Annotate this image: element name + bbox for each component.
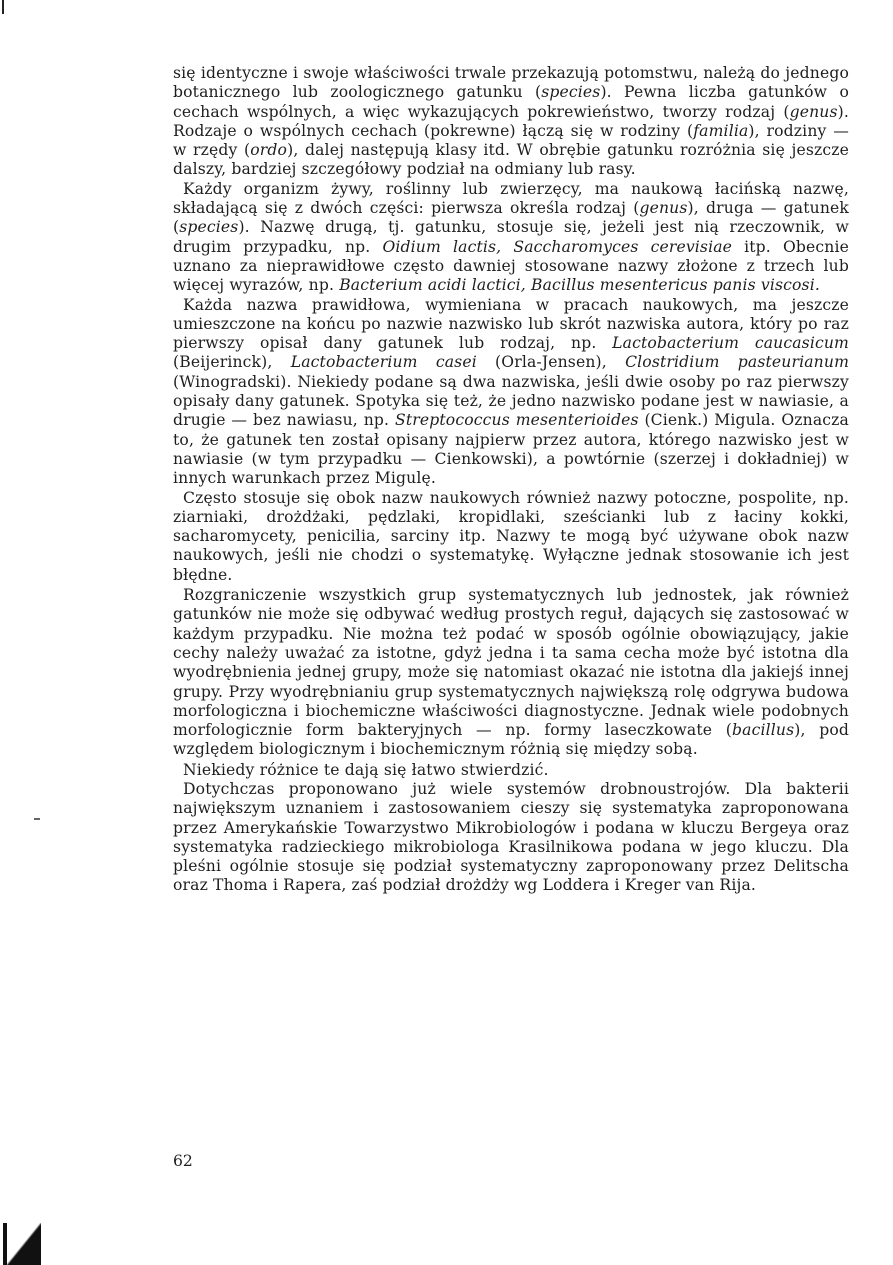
text-run: ), dalej następują klasy itd. W obrębie gatunku rozróżnia się jeszcze dalszy, bardziej szczegółowy podział na odmiany lub rasy.	[173, 141, 849, 179]
text-run: się identyczne i swoje właściwości trwale przekazują potomstwu, należą do jednego botanicznego lub zoologicznego gatunku (	[173, 64, 849, 102]
italic-term: familia	[693, 121, 749, 140]
italic-term: Bacterium acidi lactici, Bacillus mesentericus panis viscosi.	[339, 276, 820, 295]
paragraph	[173, 180, 849, 296]
paragraph	[173, 64, 849, 180]
italic-term: ordo	[250, 141, 288, 160]
paragraph	[173, 761, 849, 780]
text-run: Niekiedy różnice te dają się łatwo stwierdzić.	[183, 760, 549, 779]
paragraph	[173, 296, 849, 489]
italic-term: Clostridium pasteurianum	[625, 353, 850, 372]
italic-term: Streptococcus mesenterioides	[395, 411, 639, 430]
text-run: Każda nazwa prawidłowa, wymieniana w pracach naukowych, ma jeszcze umieszczone na końcu po nazwie nazwisko lub skrót nazwiska autora, który po raz pierwszy opisał dany gatunek lub rodzaj, np.	[173, 295, 849, 353]
body-text	[173, 64, 849, 896]
paragraph	[173, 780, 849, 896]
italic-term: species	[179, 218, 239, 237]
italic-term: Oidium lactis, Saccharomyces cerevisiae	[382, 237, 733, 256]
text-run: ), druga — gatunek (	[173, 199, 849, 237]
text-run: ), pod względem biologicznym i biochemicznym różnią się między sobą.	[173, 721, 849, 759]
paragraph	[173, 489, 849, 585]
text-run: ). Rodzaje o wspólnych cechach (pokrewne) łączą się w rodziny (	[173, 102, 849, 140]
italic-term: genus	[639, 199, 688, 218]
italic-term: genus	[789, 102, 838, 121]
scan-edge-mark	[34, 818, 40, 820]
text-run: (Beijerinck),	[173, 353, 291, 372]
text-run: (Winogradski). Niekiedy podane są dwa nazwiska, jeśli dwie osoby po raz pierwszy opisały dany gatunek. Spotyka się też, że jedno nazwisko podane jest w nawiasie, a drugie — bez nawiasu, np.	[173, 372, 849, 430]
text-run: Często stosuje się obok nazw naukowych również nazwy potoczne, pospolite, np. ziarniaki, drożdżaki, pędzlaki, kropidlaki, sześcianki lub z łaciny kokki, sacharomycety, penicilia, sarciny itp. Nazwy te mogą być używane obok nazw naukowych, jeśli nie chodzi o systematykę. Wyłączne jednak stosowanie ich jest błędne.	[173, 488, 849, 584]
text-run: ), rodziny — w rzędy (	[173, 121, 849, 160]
text-run: ). Pewna liczba gatunków o cechach wspólnych, a więc wykazujących pokrewieństwo, tworzy rodzaj (	[173, 83, 849, 121]
scan-edge-shadow	[3, 1223, 41, 1265]
scan-edge-mark	[2, 0, 4, 14]
italic-term: bacillus	[732, 721, 795, 740]
italic-term: Lactobacterium caucasicum	[612, 334, 849, 353]
italic-term: Lactobacterium casei	[290, 353, 477, 372]
page-number: 62	[173, 1152, 193, 1170]
text-run: Każdy organizm żywy, roślinny lub zwierzęcy, ma naukową łacińską nazwę, składającą się z dwóch części: pierwsza określa rodzaj (	[173, 179, 849, 218]
text-run: (Cienk.) Migula. Oznacza to, że gatunek ten został opisany najpierw przez autora, którego nazwisko jest w nawiasie (w tym przypadku — Cienkowski), a powtórnie (szerzej i dokładniej) w innych warunkach przez Migulę.	[173, 411, 849, 488]
text-run: Dotychczas proponowano już wiele systemów drobnoustrojów. Dla bakterii największym uznaniem i zastosowaniem cieszy się systematyka zaproponowana przez Amerykańskie Towarzystwo Mikrobiologów i podana w kluczu Bergeya oraz systematyka radzieckiego mikrobiologa Krasilnikowa podana w jego kluczu. Dla pleśni ogólnie stosuje się podział systematyczny zaproponowany przez Delitscha oraz Thoma i Rapera, zaś podział drożdży wg Loddera i Kreger van Rija.	[173, 779, 849, 895]
text-run: itp. Obecnie uznano za nieprawidłowe często dawniej stosowane nazwy złożone z trzech lub więcej wyrazów, np.	[173, 237, 850, 295]
italic-term: species	[541, 83, 601, 102]
text-run: ). Nazwę drugą, tj. gatunku, stosuje się, jeżeli jest nią rzeczownik, w drugim przypadku, np.	[173, 218, 849, 256]
paragraph	[173, 586, 849, 760]
text-run: (Orla-Jensen),	[476, 353, 626, 372]
text-run: Rozgraniczenie wszystkich grup systematycznych lub jednostek, jak również gatunków nie może się odbywać według prostych reguł, dających się zastosować w każdym przypadku. Nie można też podać w sposób ogólnie obowiązujący, jakie cechy należy uważać za istotne, gdyż jedna i ta sama cecha może być istotna dla wyodrębnienia jednej grupy, może się natomiast okazać nie istotna dla jakiejś innej grupy. Przy wyodrębnianiu grup systematycznych największą rolę odgrywa budowa morfologiczna i biochemiczne właściwości diagnostyczne. Jednak wiele podobnych morfologicznie form bakteryjnych — np. formy laseczkowate (	[173, 586, 849, 740]
